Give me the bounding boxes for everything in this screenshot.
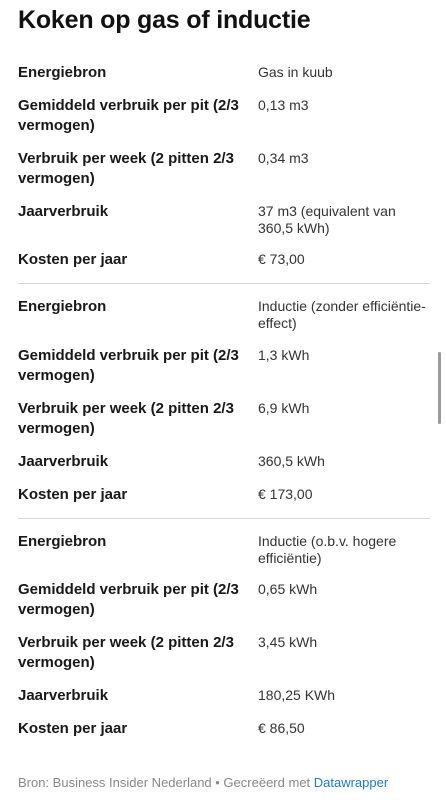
row-value-jaarverbruik: 37 m3 (equivalent van 360,5 kWh) bbox=[258, 203, 396, 236]
row-label-kosten-per-jaar: Kosten per jaar bbox=[18, 720, 128, 737]
row-value-verbruik-per-pit: 0,13 m3 bbox=[258, 97, 309, 113]
row-value-energiebron: Gas in kuub bbox=[258, 64, 333, 80]
row-label-verbruik-per-pit: Gemiddeld verbruik per pit (2/3 vermogen) bbox=[18, 347, 239, 384]
row-label-verbruik-per-week: Verbruik per week (2 pitten 2/3 vermogen) bbox=[18, 150, 234, 187]
row-value-jaarverbruik: 180,25 KWh bbox=[258, 687, 336, 703]
row-label-verbruik-per-week: Verbruik per week (2 pitten 2/3 vermogen) bbox=[18, 634, 234, 671]
row-label-energiebron: Energiebron bbox=[18, 298, 107, 315]
row-label-jaarverbruik: Jaarverbruik bbox=[18, 687, 109, 704]
row-value-energiebron: Inductie (o.b.v. hogere efficiëntie) bbox=[258, 533, 397, 566]
row-value-kosten-per-jaar: € 73,00 bbox=[258, 251, 305, 267]
row-label-energiebron: Energiebron bbox=[18, 533, 107, 550]
section-divider bbox=[18, 283, 430, 284]
row-value-energiebron: Inductie (zonder efficiëntie-effect) bbox=[258, 298, 426, 331]
source-text: Bron: Business Insider Nederland • Gecreëerd met bbox=[18, 775, 314, 790]
row-value-verbruik-per-pit: 1,3 kWh bbox=[258, 347, 310, 363]
section-divider bbox=[18, 518, 430, 519]
row-label-energiebron: Energiebron bbox=[18, 64, 107, 81]
datawrapper-link[interactable]: Datawrapper bbox=[313, 775, 389, 790]
page-title: Koken op gas of inductie bbox=[18, 6, 311, 34]
row-value-verbruik-per-week: 6,9 kWh bbox=[258, 400, 310, 416]
row-label-verbruik-per-week: Verbruik per week (2 pitten 2/3 vermogen) bbox=[18, 400, 234, 437]
scrollbar-thumb[interactable] bbox=[438, 352, 441, 424]
source-footer bbox=[18, 775, 388, 790]
row-label-kosten-per-jaar: Kosten per jaar bbox=[18, 486, 128, 503]
row-value-verbruik-per-week: 0,34 m3 bbox=[258, 150, 309, 166]
row-value-jaarverbruik: 360,5 kWh bbox=[258, 453, 325, 469]
row-label-kosten-per-jaar: Kosten per jaar bbox=[18, 251, 128, 268]
row-value-kosten-per-jaar: € 173,00 bbox=[258, 486, 313, 502]
row-value-kosten-per-jaar: € 86,50 bbox=[258, 720, 305, 736]
row-label-verbruik-per-pit: Gemiddeld verbruik per pit (2/3 vermogen) bbox=[18, 581, 239, 618]
row-label-jaarverbruik: Jaarverbruik bbox=[18, 203, 109, 220]
row-label-jaarverbruik: Jaarverbruik bbox=[18, 453, 109, 470]
row-value-verbruik-per-pit: 0,65 kWh bbox=[258, 581, 318, 597]
row-value-verbruik-per-week: 3,45 kWh bbox=[258, 634, 318, 650]
row-label-verbruik-per-pit: Gemiddeld verbruik per pit (2/3 vermogen) bbox=[18, 97, 239, 134]
